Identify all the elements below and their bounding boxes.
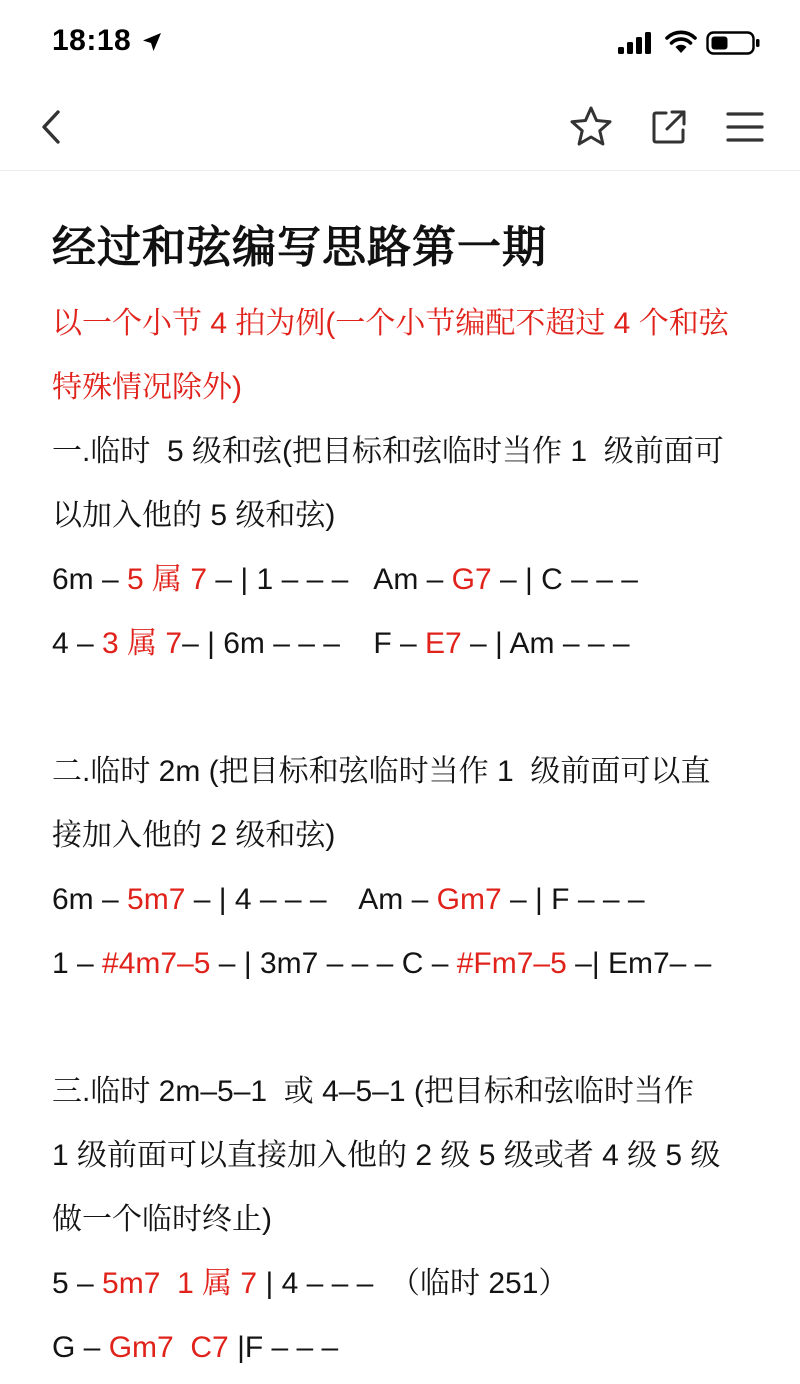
passing-chord: 5m7	[127, 883, 186, 916]
chord-text: – | 4 – – – Am –	[185, 883, 437, 916]
section-1-heading: 一.临时 5 级和弦(把目标和弦临时当作 1 级前面可	[52, 435, 724, 468]
chord-text: |F – – –	[228, 1331, 339, 1364]
chord-text: –| Em7– –	[566, 947, 712, 980]
chord-text: 6m –	[52, 883, 128, 916]
passing-chord: E7	[425, 627, 462, 660]
back-icon	[36, 109, 66, 145]
chord-text: – | 1 – – – Am –	[207, 563, 452, 596]
section-2-example-2	[52, 932, 772, 996]
menu-icon	[725, 110, 765, 144]
section-1-heading: 以加入他的 5 级和弦)	[52, 499, 336, 532]
section-2-heading: 接加入他的 2 级和弦)	[52, 819, 336, 852]
intro-line: 以一个小节 4 拍为例(一个小节编配不超过 4 个和弦	[52, 307, 729, 340]
spacer	[52, 996, 772, 1060]
chord-text: 4 –	[52, 627, 103, 660]
nav-bar	[0, 88, 800, 171]
section-1-example-1	[52, 548, 772, 612]
passing-chord: 5 属 7	[127, 563, 208, 596]
chord-text: 1 –	[52, 947, 103, 980]
wifi-icon	[664, 29, 698, 55]
chord-text: 6m –	[52, 563, 128, 596]
chord-text: – | 3m7 – – – C –	[210, 947, 457, 980]
cellular-signal-icon	[616, 31, 656, 55]
chord-text: – | C – – –	[491, 563, 638, 596]
share-icon	[649, 107, 689, 147]
section-3-example-1	[52, 1252, 772, 1316]
status-bar	[0, 0, 800, 88]
chord-text: | 4 – – – （临时 251）	[257, 1267, 569, 1300]
chord-text: – | F – – –	[501, 883, 645, 916]
menu-button[interactable]	[720, 102, 770, 152]
section-2-heading: 二.临时 2m (把目标和弦临时当作 1 级前面可以直	[52, 755, 711, 788]
star-icon	[568, 104, 614, 150]
section-3-heading: 三.临时 2m–5–1 或 4–5–1 (把目标和弦临时当作	[52, 1075, 694, 1108]
share-button[interactable]	[644, 102, 694, 152]
passing-chord: 3 属 7	[102, 627, 183, 660]
chord-text: 5 –	[52, 1267, 103, 1300]
chord-text: – | 6m – – – F –	[182, 627, 425, 660]
passing-chord: #Fm7–5	[456, 947, 567, 980]
passing-chord: G7	[451, 563, 492, 596]
passing-chord: Gm7 C7	[108, 1331, 229, 1364]
passing-chord: #4m7–5	[102, 947, 211, 980]
passing-chord: Gm7	[436, 883, 502, 916]
spacer	[52, 676, 772, 740]
article-body	[52, 170, 772, 1380]
intro-line: 特殊情况除外)	[52, 371, 242, 404]
section-1-example-2	[52, 612, 772, 676]
section-3-heading: 1 级前面可以直接加入他的 2 级 5 级或者 4 级 5 级	[52, 1139, 721, 1172]
status-time: 18:18	[52, 24, 132, 57]
section-3-example-2	[52, 1316, 772, 1380]
location-arrow-icon	[140, 30, 164, 54]
section-3-heading: 做一个临时终止)	[52, 1203, 272, 1236]
battery-icon	[706, 30, 762, 56]
chord-text: G –	[52, 1331, 109, 1364]
article-title: 经过和弦编写思路第一期	[52, 223, 547, 272]
passing-chord: 5m7 1 属 7	[102, 1267, 258, 1300]
back-button[interactable]	[26, 102, 76, 152]
section-2-example-1	[52, 868, 772, 932]
favorite-button[interactable]	[566, 102, 616, 152]
chord-text: – | Am – – –	[461, 627, 630, 660]
